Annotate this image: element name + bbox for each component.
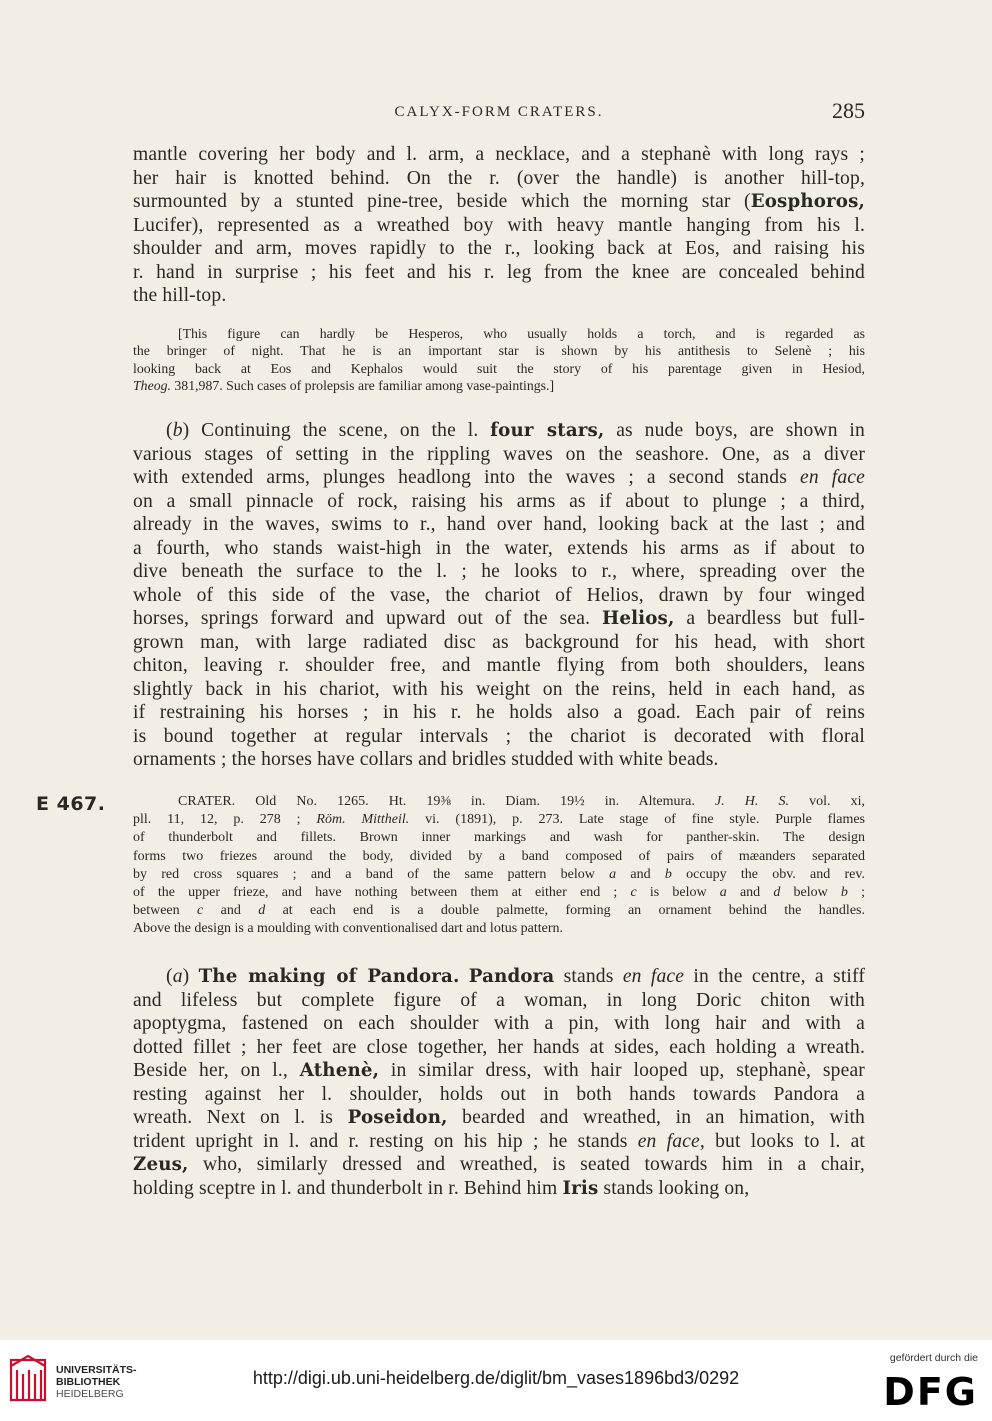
figure-name-helios: Helios, [602, 608, 675, 629]
figure-name-athene: Athenè, [299, 1060, 380, 1081]
source-url-link[interactable]: http://digi.ub.uni-heidelberg.de/diglit/bm_vases1896bd3/0292 [252, 1368, 740, 1388]
text-line: Zeus, who, similarly dressed and wreathed, is seated towards him in a chair, [133, 1154, 865, 1175]
section-title-making-of-pandora: The making of Pandora. [198, 966, 460, 987]
paragraph-eosphoros [133, 143, 865, 308]
note-hesperos [133, 325, 865, 395]
note-line: looking back at Eos and Kephalos would suit the story of his parentage given in Hesiod, [133, 360, 865, 376]
catalogue-line: Above the design is a moulding with conventionalised dart and lotus pattern. [133, 921, 564, 937]
text-line: on a small pinnacle of rock, raising his arms as if about to plunge ; a third, [133, 490, 865, 512]
text-line: whole of this side of the vase, the chariot of Helios, drawn by four winged [133, 584, 865, 606]
paragraph-helios [133, 419, 865, 772]
text-line: mantle covering her body and l. arm, a necklace, and a stephanè with long rays ; [133, 144, 865, 165]
text-line: ornaments ; the horses have collars and bridles studded with white beads. [133, 749, 719, 770]
text-line: (b) Continuing the scene, on the l. four stars, as nude boys, are shown in [166, 420, 865, 441]
work-title-theogony: Theog. [133, 378, 171, 394]
figure-name-zeus: Zeus, [133, 1154, 189, 1175]
page-number: 285 [832, 98, 865, 123]
text-line: (a) The making of Pandora. Pandora stands en face in the centre, a stiff [166, 966, 866, 987]
text-line: with extended arms, plunges headlong into the waves ; a second stands en face [133, 467, 865, 488]
text-line: various stages of setting in the rippling waves on the seashore. One, as a diver [133, 443, 865, 465]
text-line: if restraining his horses ; in his r. he holds also a goad. Each pair of reins [133, 702, 865, 723]
paragraph-pandora [133, 965, 865, 1200]
library-name: UNIVERSITÄTS- BIBLIOTHEK HEIDELBERG [56, 1364, 137, 1400]
catalogue-line: CRATER. Old No. 1265. Ht. 19⅜ in. Diam. 19½ in. Altemura. J. H. S. vol. xi, [178, 794, 866, 809]
text-line: dotted fillet ; her feet are close together, her hands at sides, each holding a wreath. [133, 1036, 865, 1058]
figure-name-eosphoros: Eosphoros, [750, 191, 865, 212]
text-line: surmounted by a stunted pine-tree, beside which the morning star (Eosphoros, [133, 191, 865, 212]
funding-note: gefördert durch die [889, 1352, 978, 1364]
footer-bar [0, 1340, 992, 1421]
text-line: is bound together at regular intervals ; the chariot is decorated with floral [133, 725, 865, 747]
text-line: already in the waves, swims to r., hand over hand, looking back at the last ; and [133, 514, 865, 535]
catalogue-line: between c and d at each end is a double palmette, forming an ornament behind the handles. [133, 903, 865, 919]
catalogue-line: by red cross squares ; and a band of the same pattern below a and b occupy the obv. and rev. [133, 866, 865, 882]
note-line: the bringer of night. That he is an important star is shown by his antithesis to Selenè ; his [133, 343, 865, 359]
text-line: Beside her, on l., Athenè, in similar dress, with hair looped up, stephanè, spear [133, 1060, 865, 1081]
dfg-logo: DFG [883, 1370, 978, 1414]
catalogue-line: of the upper frieze, and have nothing between them at either end ; c is below a and d below b ; [133, 885, 865, 901]
text-line: horses, springs forward and upward out of the sea. Helios, a beardless but full- [133, 608, 866, 629]
catalogue-line: forms two friezes around the body, divided by a band composed of pairs of mæanders separated [133, 848, 865, 864]
text-line: Lucifer), represented as a wreathed boy with heavy mantle hanging from his l. [133, 214, 865, 236]
note-line: [This figure can hardly be Hesperos, who usually holds a torch, and is regarded as [178, 326, 865, 341]
text-line: and lifeless but complete figure of a woman, in long Doric chiton with [133, 989, 865, 1011]
text-line: slightly back in his chariot, with his weight on the reins, held in each hand, as [133, 678, 865, 700]
text-line: resting against her l. shoulder, holds out in both hands towards Pandora a [133, 1083, 865, 1105]
catalogue-description [133, 793, 865, 939]
text-line: apoptygma, fastened on each shoulder with a pin, with long hair and with a [133, 1013, 865, 1034]
catalogue-number: E 467. [36, 793, 106, 815]
text-line: holding sceptre in l. and thunderbolt in r. Behind him Iris stands looking on, [133, 1177, 750, 1199]
text-line: the hill-top. [133, 285, 227, 306]
text-line: wreath. Next on l. is Poseidon, bearded and wreathed, in an himation, with [133, 1107, 865, 1128]
text-line: a fourth, who stands waist-high in the water, extends his arms as if about to [133, 537, 865, 559]
text-line: grown man, with large radiated disc as background for his head, with short [133, 631, 865, 653]
text-line: trident upright in l. and r. resting on his hip ; he stands en face, but looks to l. at [133, 1130, 866, 1152]
note-line: Theog. 381,987. Such cases of prolepsis are familiar among vase-paintings.] [133, 378, 555, 394]
figure-name-iris: Iris [562, 1177, 599, 1199]
text-line: r. hand in surprise ; his feet and his r. leg from the knee are concealed behind [133, 261, 865, 283]
running-head [133, 98, 865, 128]
catalogue-line: of thunderbolt and fillets. Brown inner markings and wash for panther-skin. The design [133, 830, 865, 846]
catalogue-line: pll. 11, 12, p. 278 ; Röm. Mittheil. vi. (1891), p. 273. Late stage of fine style. Purple flames [133, 812, 865, 828]
figure-name-poseidon: Poseidon, [347, 1107, 448, 1128]
figure-name-pandora: Pandora [468, 966, 555, 987]
text-line: shoulder and arm, moves rapidly to the r., looking back at Eos, and raising his [133, 238, 865, 259]
text-line: dive beneath the surface to the l. ; he looks to r., where, spreading over the [133, 561, 865, 582]
running-title: CALYX-FORM CRATERS. [394, 104, 604, 120]
figure-name-four-stars: four stars, [490, 420, 605, 441]
text-line: chiton, leaving r. shoulder free, and mantle flying from both shoulders, leans [133, 655, 865, 676]
text-line: her hair is knotted behind. On the r. (over the handle) is another hill-top, [133, 167, 865, 189]
